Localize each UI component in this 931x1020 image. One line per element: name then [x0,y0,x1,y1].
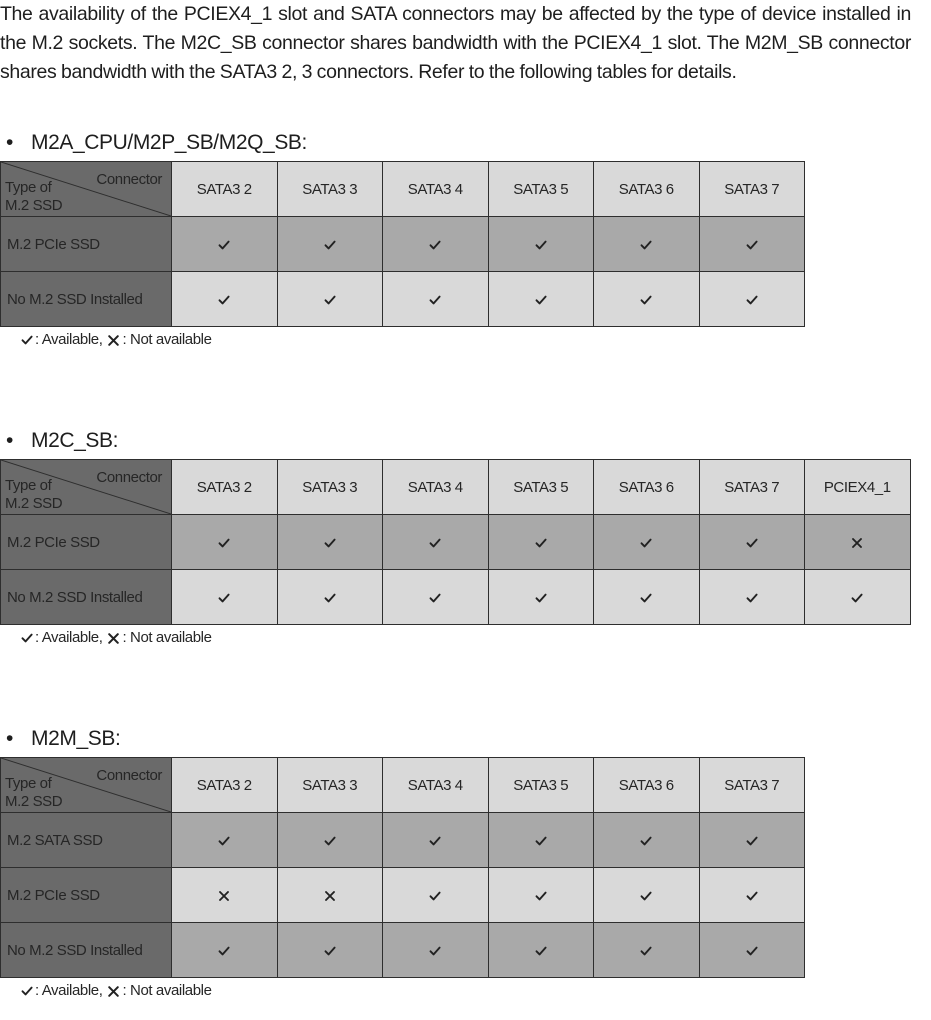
column-header: SATA3 2 [172,758,278,813]
cell-available [594,515,700,570]
check-icon [323,944,337,958]
cell-available [488,272,594,327]
check-icon [323,536,337,550]
cell-available [594,570,700,625]
cell-available [594,272,700,327]
check-icon [217,536,231,550]
check-icon [323,238,337,252]
cell-available [277,272,383,327]
cell-available [383,272,489,327]
cell-available [172,515,278,570]
column-header: SATA3 6 [594,162,700,217]
corner-label-ssd-type [5,775,62,811]
cell-available [383,570,489,625]
legend-not-available-label: : Not available [122,982,212,999]
cell-available [699,570,805,625]
cross-icon [850,536,864,550]
column-header: SATA3 3 [277,758,383,813]
cross-icon [106,333,121,348]
column-header: SATA3 6 [594,758,700,813]
section-title-m2c-sb [6,429,118,453]
cell-available [488,813,594,868]
cross-icon [217,889,231,903]
cell-available [277,923,383,978]
check-icon [217,591,231,605]
cell-available [699,272,805,327]
cell-available [172,923,278,978]
table-row [1,570,911,625]
section-title-text: M2C_SB: [31,429,119,452]
check-icon [639,889,653,903]
check-icon [428,536,442,550]
corner-label-line: Type of [5,775,52,792]
check-icon [534,238,548,252]
column-header: SATA3 7 [699,460,805,515]
check-icon [534,293,548,307]
column-header: SATA3 5 [488,460,594,515]
row-header: M.2 PCIe SSD [1,217,172,272]
corner-label-connector: Connector [96,171,162,188]
check-icon [639,536,653,550]
legend-not-available-label: : Not available [122,331,212,348]
cell-available [383,868,489,923]
corner-label-ssd-type [5,477,62,513]
row-header: No M.2 SSD Installed [1,570,172,625]
cell-available [277,570,383,625]
check-icon [850,591,864,605]
column-header: SATA3 6 [594,460,700,515]
cell-available [594,923,700,978]
corner-label-ssd-type [5,179,62,215]
corner-header-cell [1,460,172,515]
check-icon [639,944,653,958]
availability-table-m2m-sb [0,757,805,978]
row-header: No M.2 SSD Installed [1,272,172,327]
corner-label-line: Type of [5,179,52,196]
check-icon [534,536,548,550]
check-icon [323,293,337,307]
cell-not-available [172,868,278,923]
cell-not-available [277,868,383,923]
check-icon [428,889,442,903]
column-header: SATA3 5 [488,758,594,813]
column-header: SATA3 7 [699,758,805,813]
check-icon [534,889,548,903]
column-header: SATA3 4 [383,758,489,813]
cell-available [488,515,594,570]
legend-m2c-sb [20,629,212,646]
column-header: SATA3 2 [172,460,278,515]
corner-label-connector: Connector [96,469,162,486]
table-row [1,515,911,570]
check-icon [217,944,231,958]
check-icon [534,591,548,605]
corner-label-line: M.2 SSD [5,197,63,214]
cell-available [594,217,700,272]
row-header: M.2 PCIe SSD [1,515,172,570]
column-header: SATA3 4 [383,162,489,217]
cross-icon [106,984,121,999]
check-icon [217,834,231,848]
cell-available [699,515,805,570]
row-header: M.2 SATA SSD [1,813,172,868]
cross-icon [323,889,337,903]
table-row [1,868,805,923]
check-icon [639,293,653,307]
table-row [1,272,805,327]
corner-header-cell [1,758,172,813]
availability-table-m2c-sb [0,459,911,625]
check-icon [323,834,337,848]
check-icon [428,238,442,252]
column-header: SATA3 3 [277,460,383,515]
cell-available [699,923,805,978]
cell-available [805,570,911,625]
header-row [1,460,911,515]
column-header: SATA3 5 [488,162,594,217]
header-row [1,162,805,217]
corner-label-connector: Connector [96,767,162,784]
legend-available-label: : Available, [35,331,103,348]
legend-not-available-label: : Not available [122,629,212,646]
check-icon [20,984,34,998]
section-title-text: M2M_SB: [31,727,121,750]
row-header: M.2 PCIe SSD [1,868,172,923]
intro-paragraph: The availability of the PCIEX4_1 slot and SATA connectors may be affected by the type of device installed in the M.2 sockets. The M2C_SB connector shares bandwidth with the PCIEX4_1 slot. The M2M_SB connector shares bandwidth with the SATA3 2, 3 connectors. Refer to the following tables for details. [0,3,911,83]
check-icon [745,536,759,550]
corner-label-line: M.2 SSD [5,793,63,810]
legend-available-label: : Available, [35,629,103,646]
bullet: • [6,727,13,750]
cell-available [172,217,278,272]
cell-available [172,272,278,327]
section-title-m2a-cpu [6,131,307,155]
column-header: SATA3 4 [383,460,489,515]
check-icon [639,834,653,848]
check-icon [745,591,759,605]
table-row [1,923,805,978]
cell-available [277,217,383,272]
check-icon [745,293,759,307]
cell-available [383,923,489,978]
check-icon [639,591,653,605]
cell-available [594,868,700,923]
check-icon [428,591,442,605]
corner-header-cell [1,162,172,217]
cell-available [488,868,594,923]
cell-available [699,813,805,868]
cell-available [172,570,278,625]
check-icon [745,238,759,252]
section-title-text: M2A_CPU/M2P_SB/M2Q_SB: [31,131,307,154]
corner-label-line: Type of [5,477,52,494]
check-icon [217,293,231,307]
check-icon [20,333,34,347]
check-icon [745,834,759,848]
header-row [1,758,805,813]
bullet: • [6,429,13,452]
legend-available-label: : Available, [35,982,103,999]
check-icon [745,889,759,903]
cell-available [594,813,700,868]
cell-available [488,923,594,978]
check-icon [428,944,442,958]
table-row [1,813,805,868]
check-icon [745,944,759,958]
check-icon [428,834,442,848]
cross-icon [106,631,121,646]
check-icon [534,944,548,958]
cell-available [172,813,278,868]
cell-not-available [805,515,911,570]
check-icon [217,238,231,252]
cell-available [383,813,489,868]
cell-available [488,217,594,272]
cell-available [699,217,805,272]
check-icon [20,631,34,645]
corner-label-line: M.2 SSD [5,495,63,512]
column-header: SATA3 2 [172,162,278,217]
cell-available [383,217,489,272]
column-header: PCIEX4_1 [805,460,911,515]
column-header: SATA3 7 [699,162,805,217]
legend-m2m-sb [20,982,212,999]
check-icon [534,834,548,848]
check-icon [323,591,337,605]
check-icon [639,238,653,252]
table-row [1,217,805,272]
row-header: No M.2 SSD Installed [1,923,172,978]
cell-available [699,868,805,923]
cell-available [277,813,383,868]
section-title-m2m-sb [6,727,120,751]
check-icon [428,293,442,307]
bullet: • [6,131,13,154]
column-header: SATA3 3 [277,162,383,217]
cell-available [277,515,383,570]
cell-available [488,570,594,625]
legend-m2a-cpu [20,331,212,348]
availability-table-m2a-cpu [0,161,805,327]
cell-available [383,515,489,570]
